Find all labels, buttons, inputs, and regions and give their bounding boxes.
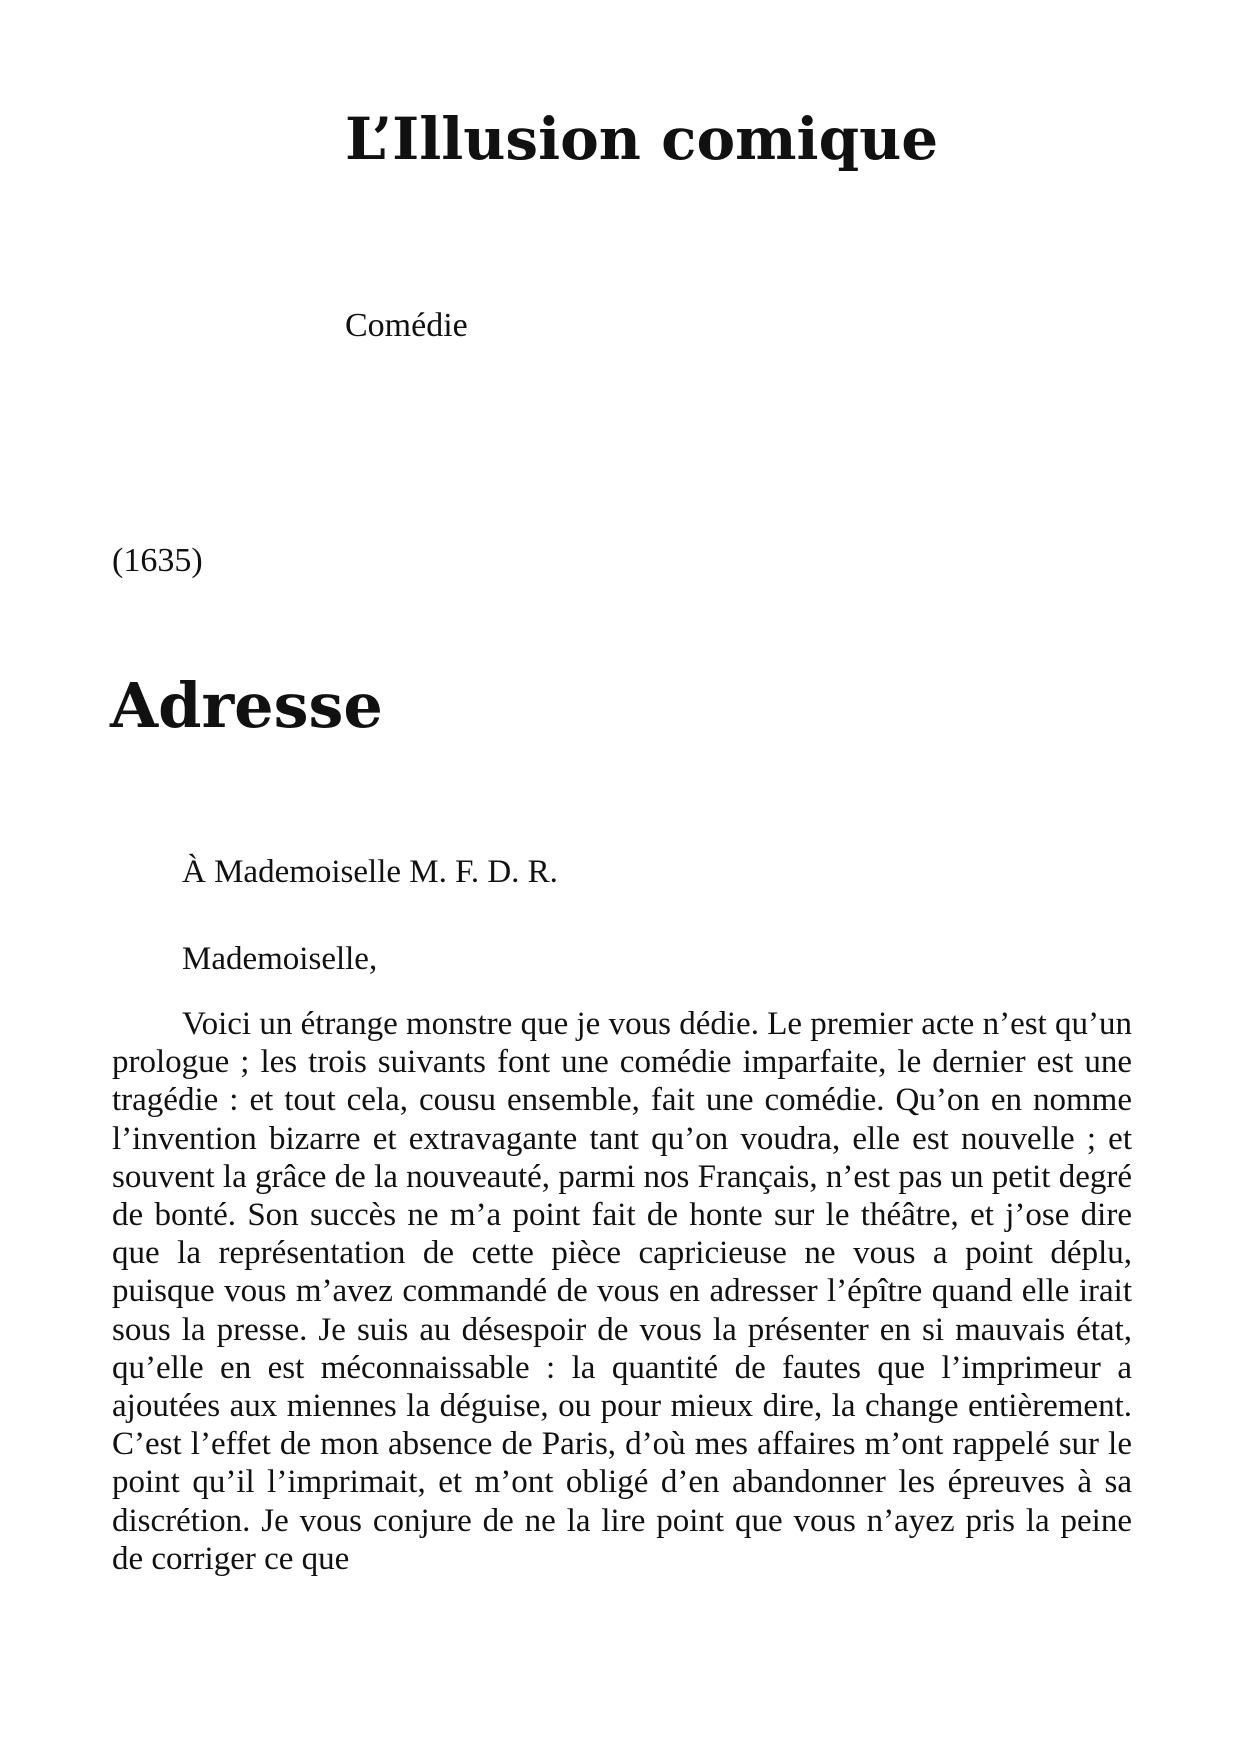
document-subtitle: Comédie — [345, 307, 468, 344]
salutation-line: Mademoiselle, — [182, 941, 378, 977]
dedication-line: À Mademoiselle M. F. D. R. — [182, 854, 558, 890]
publication-date: (1635) — [112, 542, 203, 579]
body-paragraph: Voici un étrange monstre que je vous dédie. Le premier acte n’est qu’un prologue ; les trois suivants font une comédie imparfaite, le dernier est une tragédie : et tout cela, cousu ensemble, fait une comédie. Qu’on en nomme l’invention bizarre et extravagante tant qu’on voudra, elle est nouvelle ; et souvent la grâce de la nouveauté, parmi nos Français, n’est pas un petit degré de bonté. Son succès ne m’a point fait de honte sur le théâtre, et j’ose dire que la représentation de cette pièce capricieuse ne vous a point déplu, puisque vous m’avez commandé de vous en adresser l’épître quand elle irait sous la presse. Je suis au désespoir de vous la présenter en si mauvais état, qu’elle en est méconnaissable : la quantité de fautes que l’imprimeur a ajoutées aux miennes la déguise, ou pour mieux dire, la change entièrement. C’est l’effet de mon absence de Paris, d’où mes affaires m’ont rappelé sur le point qu’il l’imprimait, et m’ont obligé d’en abandonner les épreuves à sa discrétion. Je vous conjure de ne la lire point que vous n’ayez pris la peine de corriger ce que — [112, 1006, 1132, 1577]
document-title: L’Illusion comique — [345, 105, 939, 173]
section-heading: Adresse — [110, 669, 383, 742]
